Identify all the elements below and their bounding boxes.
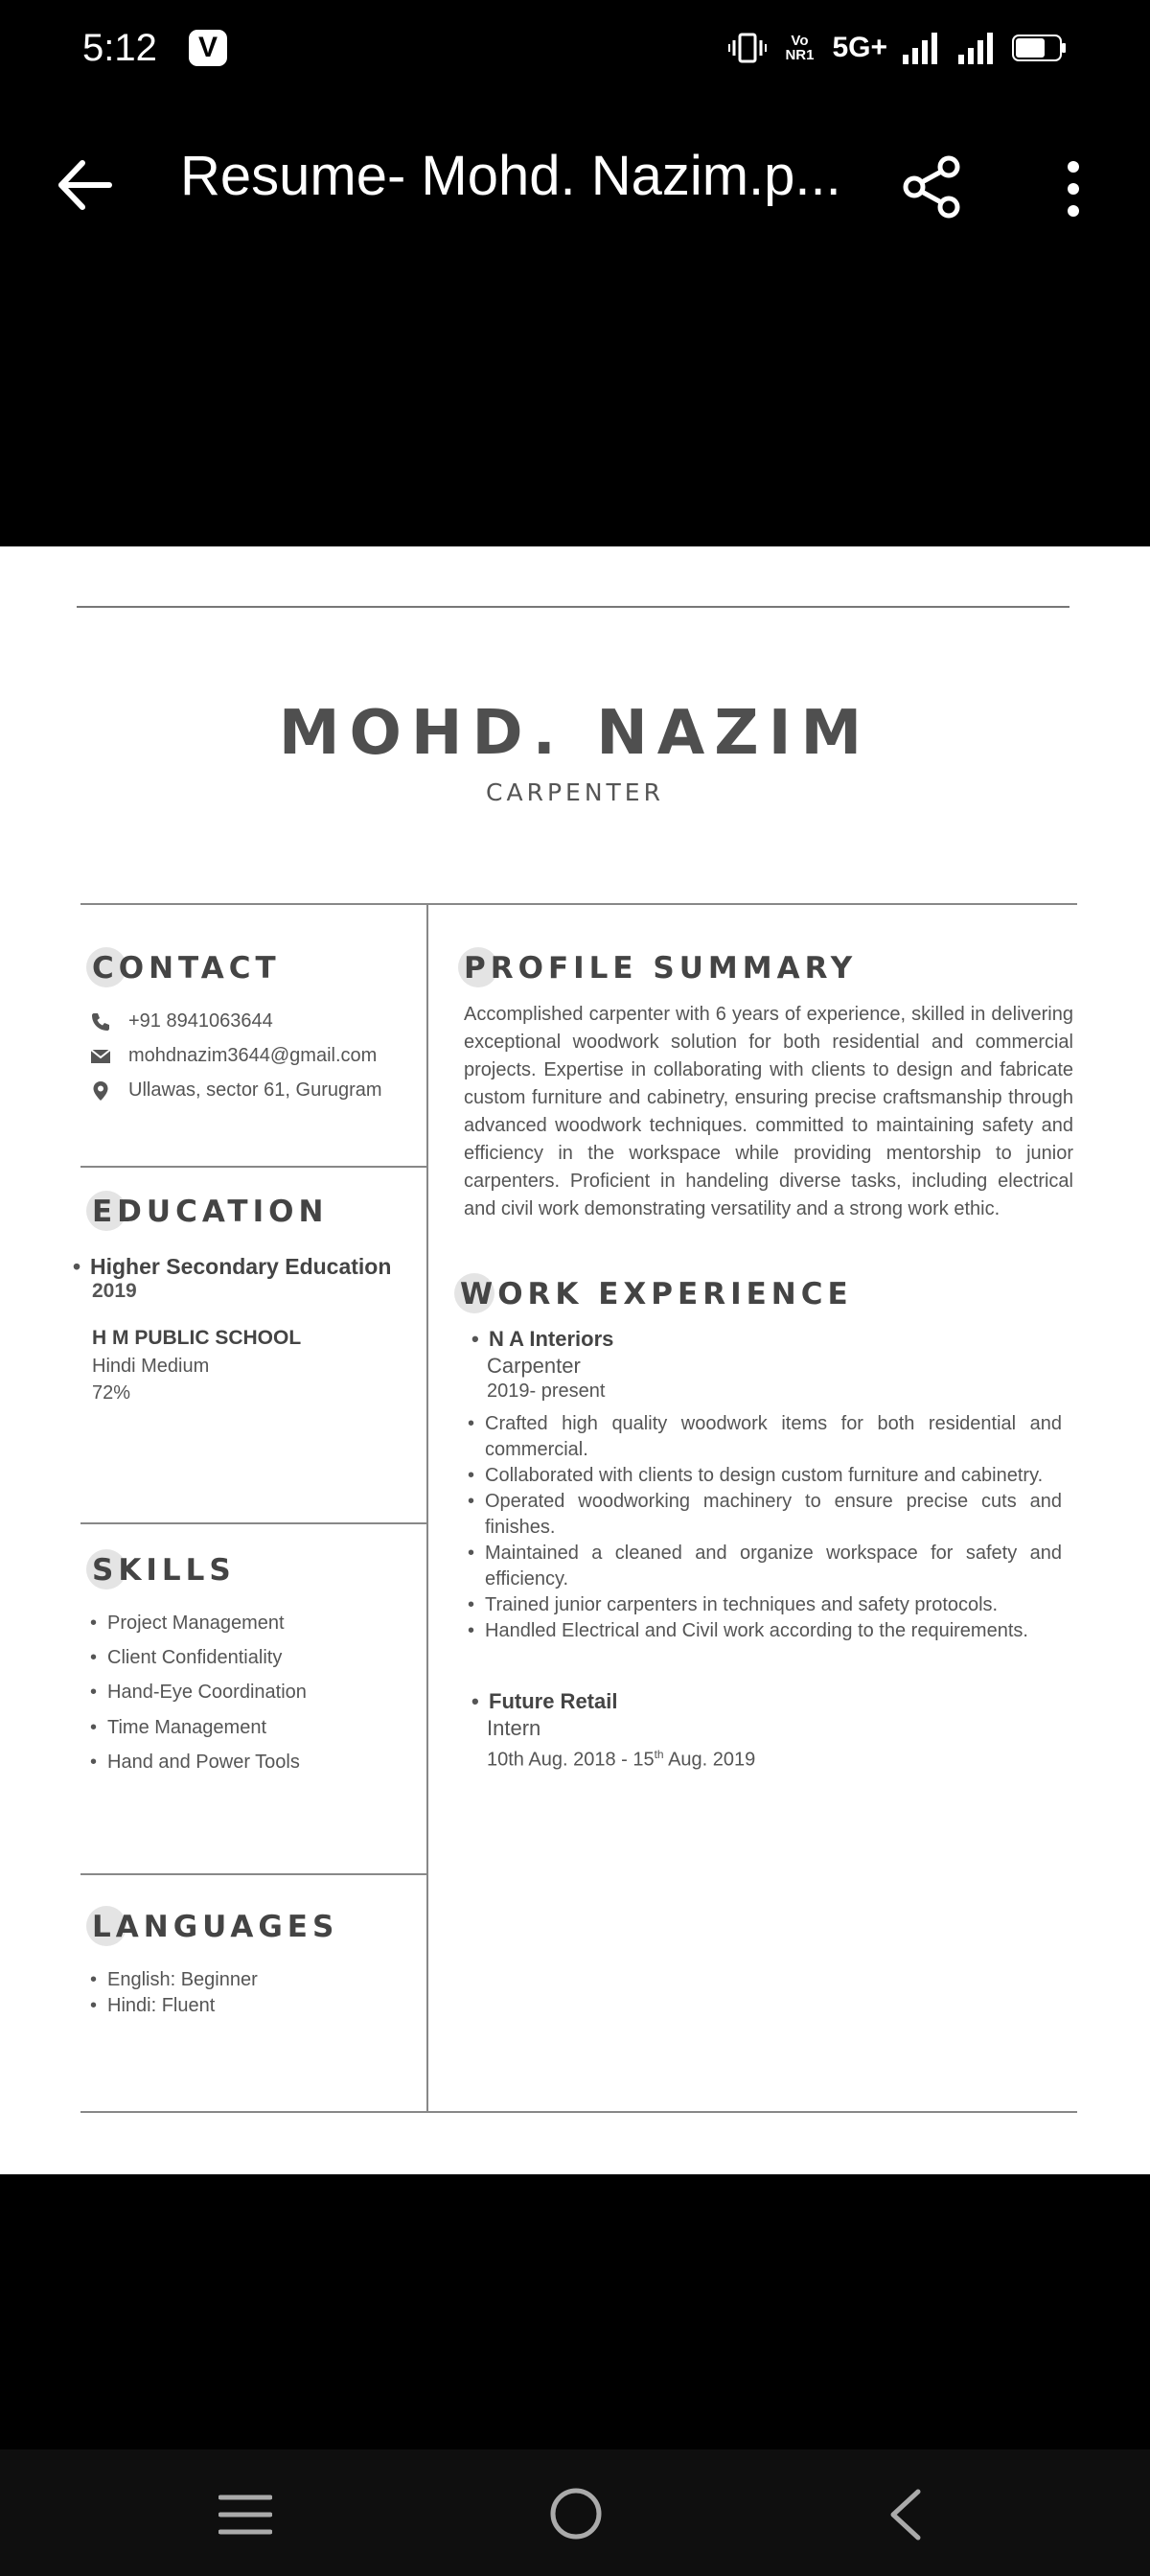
resume-role: CARPENTER (486, 778, 664, 806)
languages-heading: LANGUAGES (92, 1910, 338, 1944)
skill-item: • Client Confidentiality (107, 1647, 282, 1669)
battery-icon (1012, 34, 1068, 62)
list-item: • Trained junior carpenters in techniques and safety protocols. (485, 1592, 1062, 1618)
divider (77, 606, 1070, 608)
share-icon[interactable] (901, 155, 964, 219)
job-company: • Future Retail (489, 1689, 617, 1714)
list-item: • Handled Electrical and Civil work according to the requirements. (485, 1618, 1062, 1644)
job-period: 10th Aug. 2018 - 15th Aug. 2019 (487, 1748, 756, 1771)
back-icon[interactable] (882, 2488, 930, 2541)
contact-heading: CONTACT (92, 951, 281, 986)
job-duties (485, 1411, 1062, 1644)
app-notification-icon: V (189, 30, 227, 66)
resume-name: MOHD. NAZIM (278, 698, 872, 769)
divider (80, 2111, 1077, 2113)
education-school: H M PUBLIC SCHOOL (92, 1327, 302, 1349)
list-item: • Operated woodworking machinery to ensure precise cuts and finishes. (485, 1489, 1062, 1541)
education-medium: Hindi Medium (92, 1356, 210, 1377)
location-pin-icon (90, 1080, 111, 1102)
vibrate-icon (728, 32, 767, 64)
contact-phone: +91 8941063644 (90, 1010, 273, 1033)
network-type: 5G+ (832, 32, 887, 63)
job-position: Carpenter (487, 1354, 581, 1378)
contact-address: Ullawas, sector 61, Gurugram (90, 1079, 382, 1102)
divider (80, 1873, 427, 1875)
profile-heading: PROFILE SUMMARY (464, 951, 857, 986)
more-vert-icon[interactable] (1052, 159, 1094, 219)
signal-icon (901, 32, 943, 64)
list-item: • Maintained a cleaned and organize workspace for safety and efficiency. (485, 1541, 1062, 1592)
education-year: 2019 (92, 1280, 137, 1302)
divider (80, 1166, 427, 1168)
home-icon[interactable] (548, 2486, 604, 2541)
vonr-indicator: Vo NR1 (785, 33, 815, 63)
signal-icon (956, 32, 999, 64)
status-bar (0, 0, 1150, 96)
resume-page[interactable] (0, 546, 1150, 2174)
mail-icon (90, 1046, 111, 1067)
status-icons (728, 29, 1068, 67)
skill-item: • Time Management (107, 1717, 266, 1739)
education-degree: • Higher Secondary Education (90, 1254, 391, 1280)
skill-item: • Hand and Power Tools (107, 1752, 300, 1774)
skill-item: • Project Management (107, 1613, 285, 1635)
language-item: • Hindi: Fluent (107, 1995, 215, 2017)
education-score: 72% (92, 1382, 131, 1404)
job-period: 2019- present (487, 1381, 606, 1402)
skill-item: • Hand-Eye Coordination (107, 1682, 307, 1704)
status-time: 5:12 (82, 27, 157, 69)
contact-email: mohdnazim3644@gmail.com (90, 1045, 377, 1067)
work-heading: WORK EXPERIENCE (460, 1277, 853, 1311)
divider (80, 1522, 427, 1524)
job-company: • N A Interiors (489, 1327, 613, 1352)
divider (80, 903, 1077, 905)
menu-icon[interactable] (218, 2494, 272, 2536)
list-item: • Collaborated with clients to design custom furniture and cabinetry. (485, 1463, 1062, 1489)
system-nav-bar (0, 2449, 1150, 2576)
language-item: • English: Beginner (107, 1969, 258, 1991)
app-bar (0, 96, 1150, 546)
document-title: Resume- Mohd. Nazim.p... (180, 145, 841, 207)
job-position: Intern (487, 1716, 541, 1740)
divider (426, 903, 428, 2111)
phone-icon (90, 1011, 111, 1033)
back-arrow-icon[interactable] (56, 155, 115, 215)
skills-heading: SKILLS (92, 1553, 236, 1588)
education-heading: EDUCATION (92, 1195, 328, 1229)
list-item: • Crafted high quality woodwork items for both residential and commercial. (485, 1411, 1062, 1463)
profile-summary: Accomplished carpenter with 6 years of experience, skilled in delivering exceptional woodwork solution for both residential and commercial projects. Expertise in collaborating with clients to design and fabricate custom furniture and cabinetry, ensuring precise craftsmanship through advanced woodwork techniques. committed to maintaining safety and efficiency in the workspace while providing mentorship to junior carpenters. Proficient in handeling diverse tasks, including electrical and civil work demonstrating versatility and a strong work ethic. (464, 1004, 1073, 1219)
